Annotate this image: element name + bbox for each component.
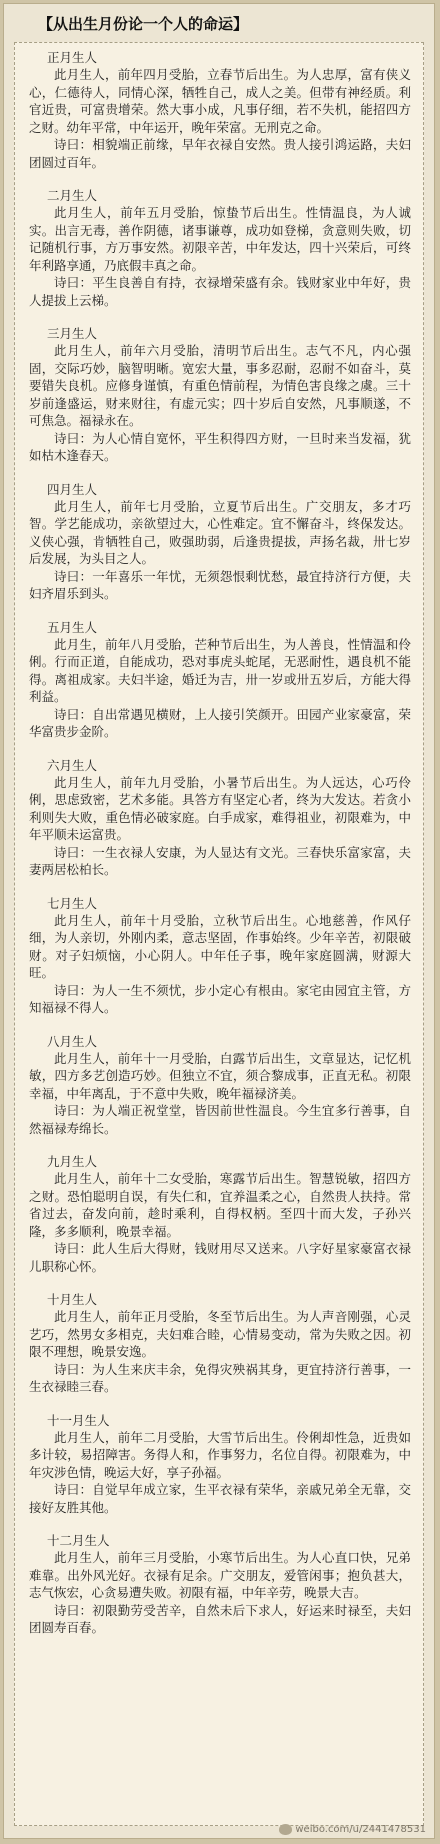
month-poem: 诗曰：此人生后大得财，钱财用尽又送来。八字好星家豪富衣禄儿职称心怀。	[29, 1241, 411, 1274]
weibo-logo-icon	[279, 1824, 292, 1835]
month-poem: 诗曰：为人端正祝堂堂，皆因前世性温良。今生宜多行善事，自然福禄寿绵长。	[29, 1103, 411, 1136]
month-heading: 二月生人	[47, 188, 98, 203]
month-section-6	[29, 757, 411, 879]
month-description: 此月生人，前年五月受胎，惊蛰节后出生。性情温良，为人诚实。出言无毒，善作阴德，诸事谦尊，成功如登梯，贪意则失败，切记随机行事，方万事安然。初限辛苦，中年发达，四十兴荣后，可终年利路享通，乃底假丰真之命。	[29, 205, 411, 273]
month-description: 此月生人，前年七月受胎，立夏节后出生。广交朋友，多才巧智。学艺能成功，亲欲望过大，心性难定。宜不懈奋斗，终保发达。义侠心强，肯牺牲自己，败强助弱，后逢贵提拔，声扬名裁，卅七岁后发展，为头目之人。	[29, 498, 411, 566]
month-heading: 正月生人	[47, 50, 98, 65]
month-poem: 诗曰：一年喜乐一年忧，无须怨恨剩忧愁，最宜持济行方便，夫妇齐眉乐到头。	[29, 568, 411, 601]
month-heading: 十二月生人	[47, 1533, 110, 1548]
month-description: 此月生人，前年十月受胎，立秋节后出生。心地慈善，作风仔细，为人亲切，外刚内柔，意志坚固，作事始终。少年辛苦，初限破财。对子妇烦恼，小心阴人。中年任子事，晚年家庭圆满，财源大旺。	[29, 912, 411, 980]
month-section-12	[29, 1532, 411, 1637]
weibo-watermark	[279, 1824, 426, 1835]
month-heading: 四月生人	[47, 481, 98, 497]
month-poem: 诗曰：初限勤劳受苦辛，自然未后下求人，好运来时禄至，夫妇团圆寿百春。	[29, 1602, 411, 1635]
month-heading: 七月生人	[47, 895, 98, 911]
month-description: 此月生人，前年三月受胎，小寒节后出生。为人心直口快，兄弟难靠。出外风光好。衣禄有足余。广交朋友，爱管闲事；抱负甚大，志气恢宏，心贪易遭失败。初限有福，中年辛劳，晚景大吉。	[29, 1550, 411, 1600]
watermark-text: weibo.com/u/2441478531	[295, 1824, 426, 1835]
month-heading: 十月生人	[47, 1292, 98, 1307]
content-panel	[14, 42, 424, 1826]
month-heading: 六月生人	[47, 757, 98, 773]
article-frame	[3, 3, 435, 1839]
month-section-11	[29, 1412, 411, 1517]
month-poem: 诗曰：相貌端正前缘，早年衣禄自安然。贵人接引鸿运路，夫妇团圆过百年。	[29, 137, 411, 170]
month-section-3	[29, 325, 411, 465]
page-title: 【从出生月份论一个人的命运】	[38, 15, 249, 33]
month-section-8	[29, 1033, 411, 1138]
month-section-7	[29, 895, 411, 1017]
month-heading: 九月生人	[47, 1154, 98, 1169]
month-section-10	[29, 1291, 411, 1396]
month-description: 此月生，前年八月受胎，芒种节后出生，为人善良，性情温和伶俐。行而正道，自能成功，恐对事虎头蛇尾，无恶耐性，遇良机不能得。离祖成家。夫妇半途，婚迁为吉，卅一岁或卅五岁后，方能大得利益。	[29, 636, 411, 704]
month-description: 此月生人，前年二月受胎，大雪节后出生。伶俐却性急，近贵如多计较，易招障害。务得人和，作事努力，名位自得。初限难为，中年灾涉色情，晚运大好，享子孙福。	[29, 1429, 411, 1480]
month-poem: 诗曰：为人生来庆丰余，免得灾殃祸其身，更宜持济行善事，一生衣禄睦三春。	[29, 1361, 411, 1394]
month-description: 此月生人，前年四月受胎，立春节后出生。为人忠厚，富有侠义心，仁德待人，同情心深，牺牲自己，成人之美。但带有神经质。利官近贵，可富贵增荣。然大事小成，凡事仔细，若不失机，能招四方之财。幼年平常，中年运开，晚年荣富。无刑克之命。	[29, 67, 411, 135]
month-description: 此月生人，前年十一月受胎，白露节后出生，文章显达，记忆机敏，四方多艺创造巧妙。但独立不宜，须合黎成事，正直无私。初限幸福，中年离乱，于不意中失败，晚年福禄济美。	[29, 1050, 411, 1101]
month-section-4	[29, 481, 411, 603]
month-poem: 诗曰：自出常遇见横财，上人接引笑颜开。田园产业家豪富，荣华富贵步金阶。	[29, 706, 411, 739]
month-heading: 三月生人	[47, 326, 98, 341]
month-heading: 十一月生人	[47, 1412, 110, 1428]
month-poem: 诗曰：一生衣禄人安康，为人显达有文光。三春快乐富家富，夫妻两居松柏长。	[29, 844, 411, 877]
month-heading: 五月生人	[47, 619, 98, 635]
month-description: 此月生人，前年九月受胎，小暑节后出生。为人远达，心巧伶俐，思虑致密，艺术多能。具答方有坚定心者，终为大发达。若贪小利则失大败，重色情必破家庭。白手成家，难得祖业，初限难为，中年平顺未运富贵。	[29, 774, 411, 842]
month-poem: 诗曰：平生良善自有持，衣禄增荣盛有余。钱财家业中年好，贵人提拔上云梯。	[29, 275, 411, 308]
month-section-5	[29, 619, 411, 741]
month-section-2	[29, 187, 411, 309]
month-section-9	[29, 1153, 411, 1275]
month-section-1	[29, 49, 411, 171]
month-heading: 八月生人	[47, 1033, 98, 1049]
month-description: 此月生人，前年正月受胎，冬至节后出生。为人声音刚强，心灵艺巧，然男女多相克，夫妇难合睦，心情易变动，常为失败之因。初限不理想，晚景安逸。	[29, 1309, 411, 1359]
month-poem: 诗曰：为人心情自宽怀，平生积得四方财，一旦时来当发福，犹如枯木逢春天。	[29, 430, 411, 463]
month-description: 此月生人，前年六月受胎，清明节后出生。志气不凡，内心强固，交际巧妙，脑智明晰。宽宏大量，事多忍耐，忍耐不如奋斗，莫要错失良机。应修身谨慎，有重色情前程，为情色害良缘之虞。三十岁前逢盛运，财来财往，有虚元实；四十岁后自安然，凡事顺遂，不可焦急。福禄永在。	[29, 343, 411, 428]
month-poem: 诗曰：为人一生不须忧，步小定心有根由。家宅由园宜主管，方知福禄不得人。	[29, 982, 411, 1015]
month-poem: 诗曰：自觉早年成立家，生平衣禄有荣华，亲戚兄弟全无靠，交接好友胜其他。	[29, 1482, 411, 1515]
month-description: 此月生人，前年十二女受胎，寒露节后出生。智慧锐敏，招四方之财。恐怕聪明自误，有失仁和，宜养温柔之心，自然贵人扶持。常省过去，奋发向前，趁时乘利，自得权柄。至四十而大发，子孙兴隆，多多顺利，晚景幸福。	[29, 1171, 411, 1239]
